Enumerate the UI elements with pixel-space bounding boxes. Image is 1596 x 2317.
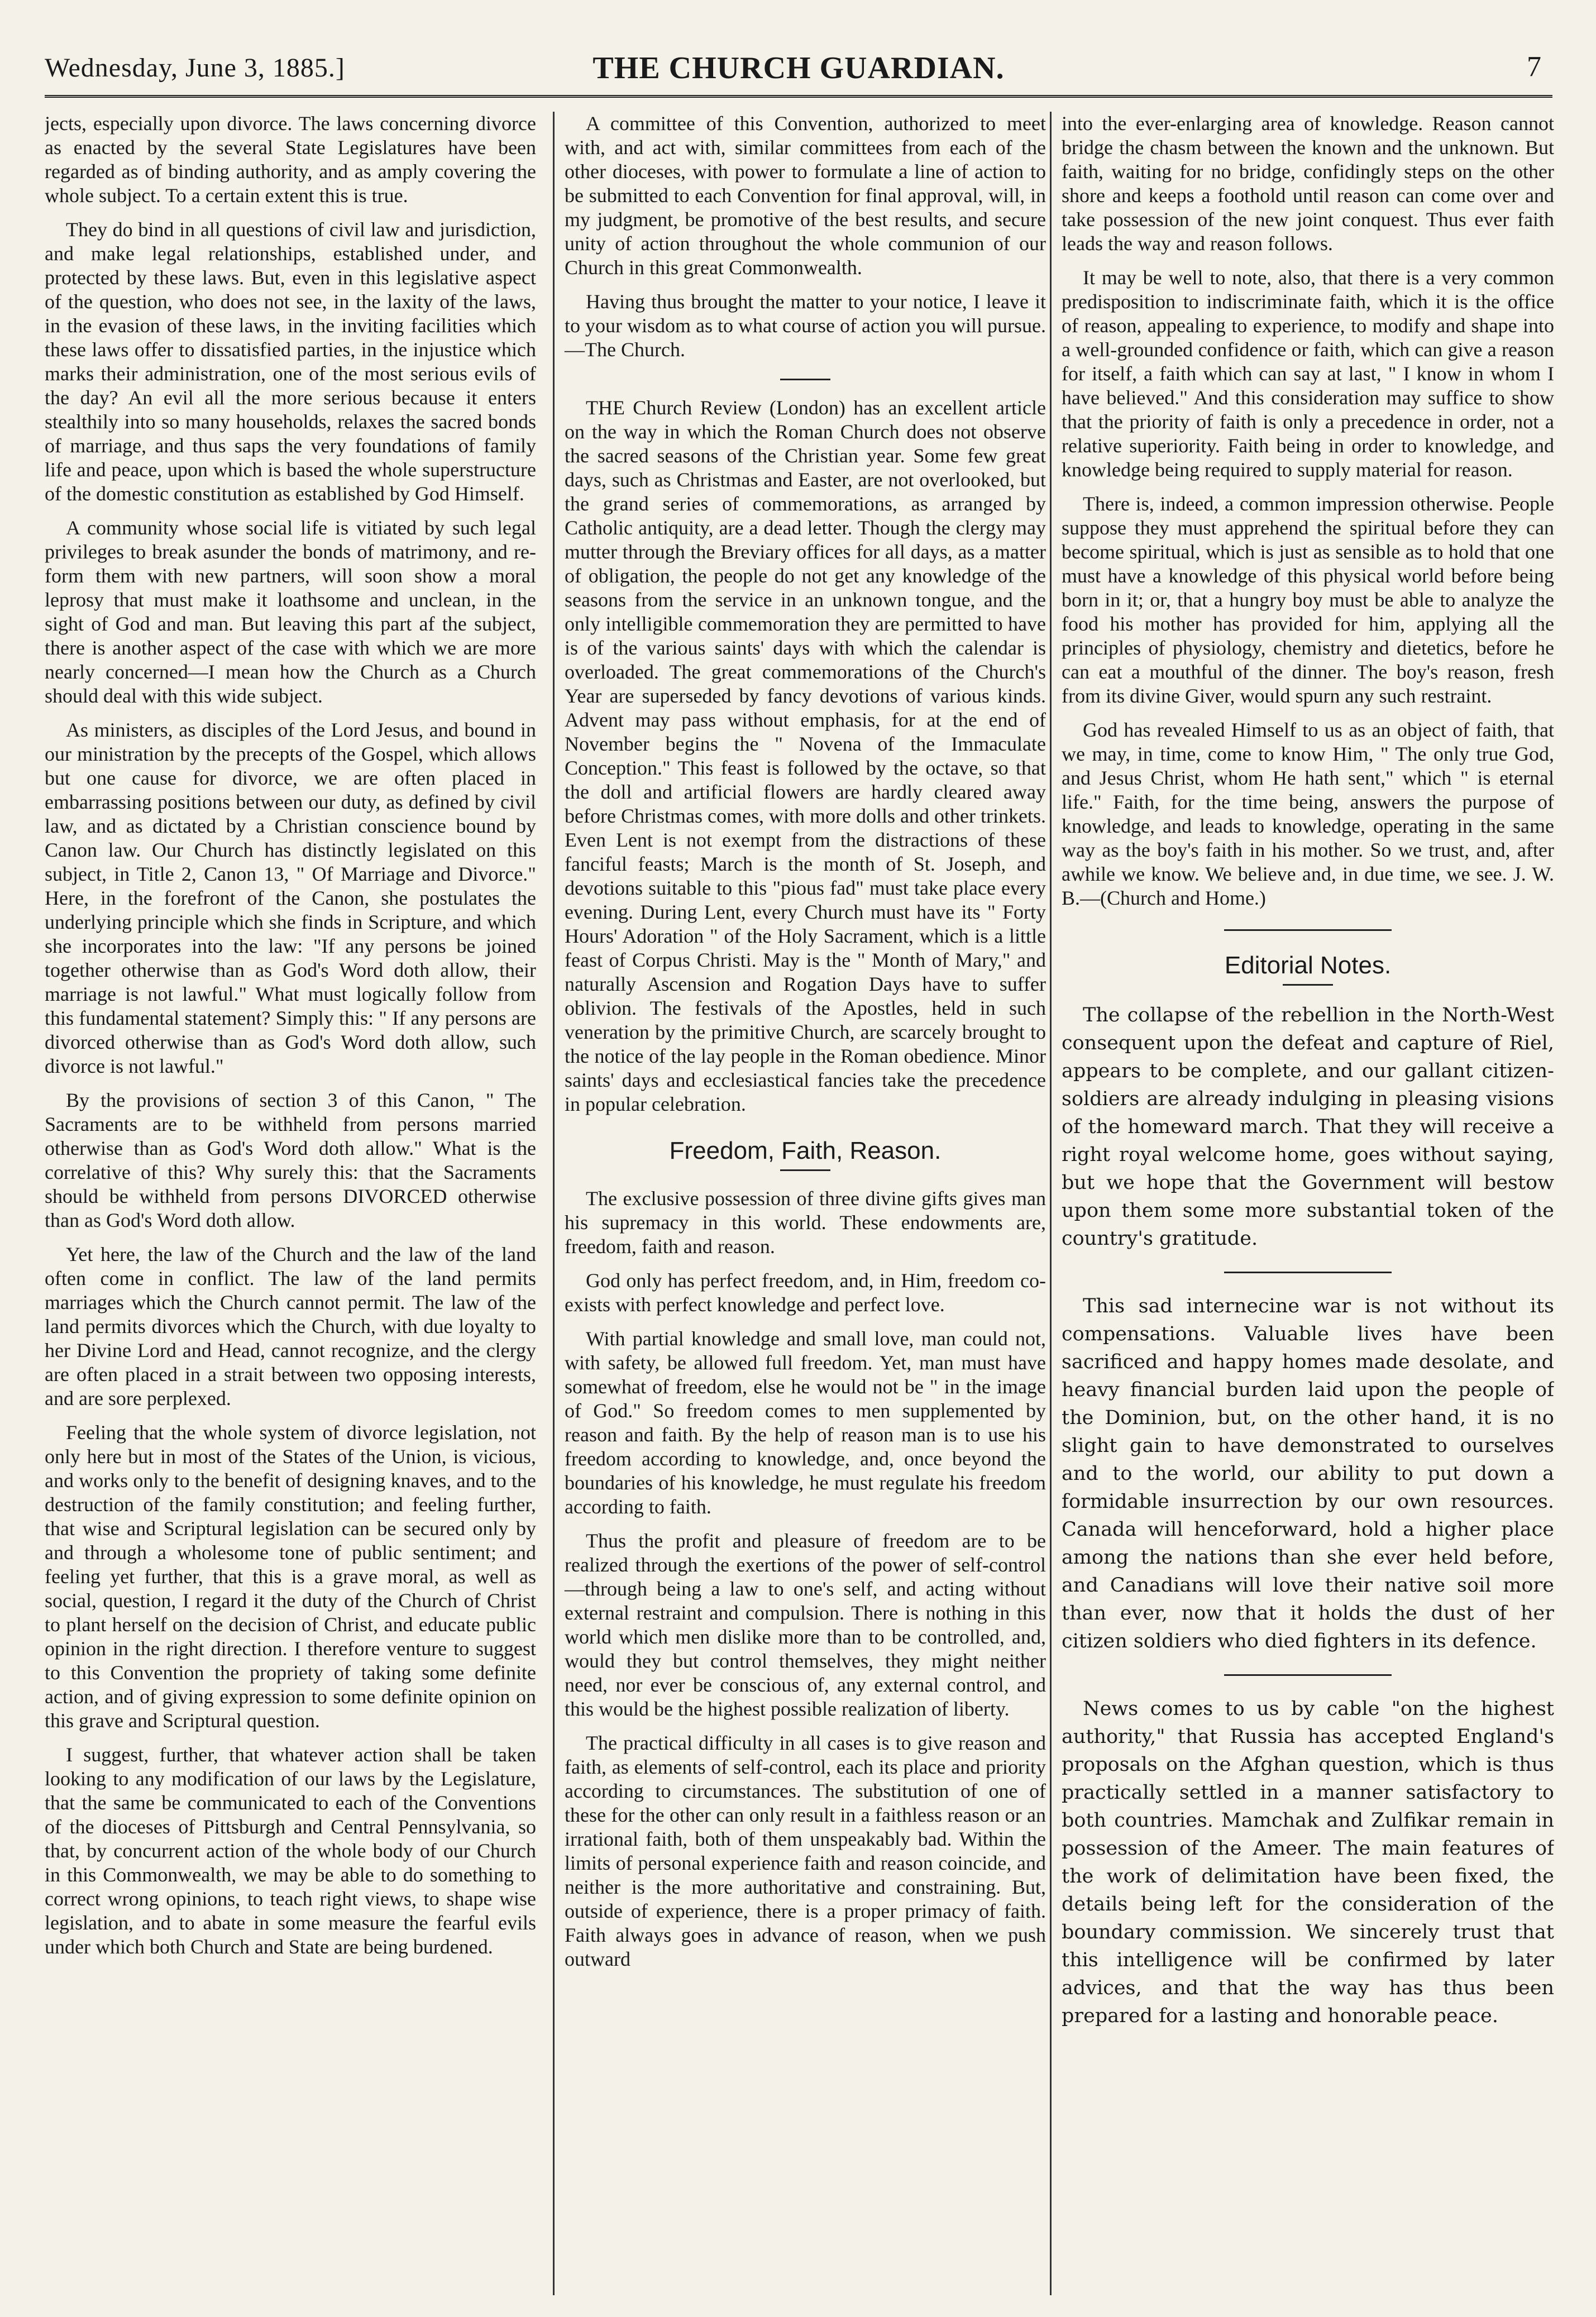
editorial-paragraph: The collapse of the rebellion in the North-West consequent upon the defeat and capture of Riel, appears to be complete, and our gallant citizen-soldiers are already indulging in pleasing visions of the homeward march. That they will receive a right royal welcome home, goes without saying, but we hope that the Government will bestow upon them some more substantial token of the country's gratitude. [1062, 1004, 1554, 1250]
article-paragraph: It may be well to note, also, that there is a very common predisposition to indiscriminate faith, which it is the office of reason, appealing to experience, to modify and shape into a well-grounded confidence or faith, which can give a reason for itself, a faith which can say at last, " I know in whom I have believed." And this consideration may suffice to show that the priority of faith is only a precedence in order, not a relative superiority. Faith being in order to knowledge, and knowledge being required to supply material for reason. [1062, 266, 1554, 481]
section-divider [780, 379, 830, 380]
article-paragraph: There is, indeed, a common impression otherwise. People suppose they must apprehend the spiritual before they can become spiritual, which is just as sensible as to hold that one must have a knowledge of this physical world before being born in it; or, that a hungry boy must be able to analyze the food his mother has provided for him, applying all the principles of physiology, chemistry and dietetics, before he can eat a mouthful of the dinner. The boy's reason, fresh from its divine Giver, would spurn any such restraint. [1062, 493, 1554, 707]
article-paragraph: By the provisions of section 3 of this Canon, " The Sacraments are to be withheld from persons married otherwise than as God's Word doth allow." What is the correlative of this? Why surely this: that the Sacraments should be withheld from persons DIVORCED otherwise than as God's Word doth allow. [45, 1089, 536, 1231]
article-paragraph: Having thus brought the matter to your notice, I leave it to your wisdom as to what course of action you will pursue.—The Church. [565, 290, 1046, 361]
article-paragraph: The practical difficulty in all cases is to give reason and faith, as elements of self-control, each its place and priority according to circumstances. The substitution of one of these for the other can only result in a faithless reason or an irrational faith, both of them unspeakably bad. Within the limits of personal experience faith and reason coincide, and neither is the more authoritative and constraining. But, outside of experience, there is a proper primacy of faith. Faith always goes in advance of reason, when we push outward [565, 1732, 1046, 1970]
newspaper-title: THE CHURCH GUARDIAN. [592, 51, 1005, 85]
article-paragraph: Yet here, the law of the Church and the law of the land often come in conflict. The law of the land permits marriages which the Church cannot permit. The law of the land permits divorces which the Church, with due loyalty to her Divine Lord and Head, cannot recognize, and the clergy are often placed in a strait between two opposing interests, and are sore perplexed. [45, 1243, 536, 1410]
article-paragraph: jects, especially upon divorce. The laws concerning divorce as enacted by the several State Legislatures have been regarded as of binding authority, and as amply covering the whole subject. To a certain extent this is true. [45, 112, 536, 207]
editorial-notes [1062, 1001, 1554, 2030]
heading-rule [1283, 984, 1333, 986]
article-paragraph: The exclusive possession of three divine gifts gives man his supremacy in this world. These endowments are, freedom, faith and reason. [565, 1187, 1046, 1258]
article-paragraph: THE Church Review (London) has an excellent article on the way in which the Roman Church does not observe the sacred seasons of the Christian year. Some few great days, such as Christmas and Easter, are not overlooked, but the grand series of commemorations, as arranged by Catholic antiquity, are a dead letter. Though the clergy may mutter through the Breviary offices for all days, as a matter of obligation, the people do not get any knowledge of the seasons from the service in an unknown tongue, and the only intelligible commemoration they are permitted to have is of the various saints' days with which the calendar is overloaded. The great commemorations of the Church's Year are superseded by fancy devotions of various kinds. Advent may pass without emphasis, for at the end of November begins the " Novena of the Immaculate Conception." This feast is followed by the octave, so that the doll and artificial flowers are hardly cleared away before Christmas comes, with more dolls and other trinkets. Even Lent is not exempt from the distractions of these fanciful feasts; March is the month of St. Joseph, and devotions suitable to this "pious fad" must take place every evening. During Lent, every Church must have its " Forty Hours' Adoration " of the Holy Sacrament, which is a little feast of Corpus Christi. May is the " Month of Mary," and naturally Ascension and Rogation Days have to suffer oblivion. The festivals of the Apostles, held in such veneration by the primitive Church, are scarcely brought to the notice of the lay people in the Roman obedience. Minor saints' days and ecclesiastical fancies take the precedence in popular celebration. [565, 396, 1046, 1115]
issue-date: Wednesday, June 3, 1885.] [45, 53, 345, 83]
section-heading: Freedom, Faith, Reason. [669, 1137, 942, 1164]
editorial-paragraph: News comes to us by cable "on the highest authority," that Russia has accepted England's proposals on the Afghan question, which is thus practically settled in a manner satisfactory to both countries. Mamchak and Zulfikar remain in possession of the Ameer. The main features of the work of delimitation have been fixed, the details being left for the consideration of the boundary commission. We sincerely trust that this intelligence will be confirmed by later advices, and that the way has thus been prepared for a lasting and honorable peace. [1062, 1698, 1554, 2027]
article-paragraph: Feeling that the whole system of divorce legislation, not only here but in most of the States of the Union, is vicious, and works only to the benefit of designing knaves, and to the destruction of the family constitution; and feeling further, that wise and Scriptural legislation can be secured only by and through a wholesome tone of public sentiment; and feeling yet further, that this is a grave moral, as well as social, question, I regard it the duty of the Church of Christ to plant herself on the decision of Christ, and educate public opinion in the right direction. I therefore venture to suggest to this Convention the propriety of taking some definite action, and of giving expression to some definite opinion on this grave and Scriptural question. [45, 1421, 536, 1732]
note-divider [1224, 1272, 1392, 1273]
note-divider [1224, 1674, 1392, 1676]
heading-rule [780, 1169, 830, 1171]
column-2 [553, 112, 1046, 2295]
section-divider [1224, 929, 1392, 931]
editorial-paragraph: This sad internecine war is not without its compensations. Valuable lives have been sacrificed and happy homes made desolate, and heavy financial burden laid upon the people of the Dominion, but, on the other hand, it is no slight gain to have demonstrated to ourselves and to the world, our ability to put down a formidable insurrection by our own resources. Canada will henceforward, hold a higher place among the nations than she ever held before, and Canadians will love their native soil more than ever, now that it holds the dust of her citizen soldiers who died fighters in its defence. [1062, 1295, 1554, 1652]
article-paragraph: God only has perfect freedom, and, in Him, freedom co-exists with perfect knowledge and perfect love. [565, 1269, 1046, 1316]
page-header [45, 45, 1552, 98]
column-3 [1050, 112, 1554, 2295]
article-paragraph: With partial knowledge and small love, man could not, with safety, be allowed full freedom. Yet, man must have somewhat of freedom, else he would not be " in the image of God." So freedom comes to men supplemented by reason and faith. By the help of reason man is to use his freedom according to knowledge, and, once beyond the boundaries of his knowledge, he must regulate his freedom according to faith. [565, 1327, 1046, 1518]
article-paragraph: God has revealed Himself to us as an object of faith, that we may, in time, come to know Him, " The only true God, and Jesus Christ, whom He hath sent," which " is eternal life." Faith, for the time being, answers the purpose of knowledge, and leads to knowledge, operating in the same way as the boy's faith in his mother. So we trust, and, after awhile we know. We believe and, in due time, we see. J. W. B.—(Church and Home.) [1062, 719, 1554, 909]
page-number: 7 [1527, 51, 1541, 83]
article-paragraph: A community whose social life is vitiated by such legal privileges to break asunder the bonds of matrimony, and re-form them with new partners, will soon show a moral leprosy that must make it loathsome and unclean, in the sight of God and man. But leaving this part af the subject, there is another aspect of the case with which we are more nearly concerned—I mean how the Church as a Church should deal with this wide subject. [45, 517, 536, 707]
column-1 [45, 112, 536, 2295]
article-paragraph: I suggest, further, that whatever action shall be taken looking to any modification of our laws by the Legislature, that the same be communicated to each of the Conventions of the dioceses of Pittsburgh and Central Pennsylvania, so that, by concurrent action of the whole body of our Church in this Commonwealth, we may be able to do something to correct wrong opinions, to teach right views, to shape wise legislation, and to abate in some measure the fearful evils under which both Church and State are being burdened. [45, 1743, 536, 1958]
article-paragraph: They do bind in all questions of civil law and jurisdiction, and make legal relationships, established under, and protected by these laws. But, even in this legislative aspect of the question, who does not see, in the laxity of the laws, in the evasion of these laws, in the inviting facilities which these laws offer to dissatisfied parties, in the injustice which marks their administration, one of the most serious evils of the day? An evil all the more serious because it enters stealthily into so many households, relaxes the sacred bonds of marriage, and thus saps the very foundations of family life and peace, upon which is based the whole superstructure of the domestic constitution as established by God Himself. [45, 218, 536, 505]
article-paragraph: into the ever-enlarging area of knowledge. Reason cannot bridge the chasm between the known and the unknown. But faith, waiting for no bridge, confidingly steps on the other shore and keeps a foothold until reason can come over and take possession of the new joint conquest. Thus ever faith leads the way and reason follows. [1062, 112, 1554, 255]
article-paragraph: A committee of this Convention, authorized to meet with, and act with, similar committees from each of the other dioceses, with power to formulate a line of action to be submitted to each Convention for final approval, will, in my judgment, be promotive of the best results, and secure unity of action throughout the whole communion of our Church in this great Commonwealth. [565, 112, 1046, 279]
article-paragraph: As ministers, as disciples of the Lord Jesus, and bound in our ministration by the precepts of the Gospel, which allows but one cause for divorce, we are often placed in embarrassing positions between our duty, as defined by civil law, and as dictated by a Christian conscience bound by Canon law. Our Church has distinctly legislated on this subject, in Title 2, Canon 13, " Of Marriage and Divorce." Here, in the forefront of the Canon, she postulates the underlying principle which she finds in Scripture, and which she incorporates into the law: "If any persons be joined together otherwise than as God's Word doth allow, their marriage is not lawful." What must logically follow from this fundamental statement? Simply this: " If any persons are divorced otherwise than as God's Word doth allow, such divorce is not lawful." [45, 719, 536, 1077]
article-paragraph: Thus the profit and pleasure of freedom are to be realized through the exertions of the power of self-control—through being a law to one's self, and acting without external restraint and compulsion. There is nothing in this world which men dislike more than to be controlled, and, would they but control themselves, they might neither need, nor ever be conscious of, any external control, and this would be the highest possible realization of liberty. [565, 1530, 1046, 1720]
section-heading: Editorial Notes. [1224, 952, 1392, 979]
